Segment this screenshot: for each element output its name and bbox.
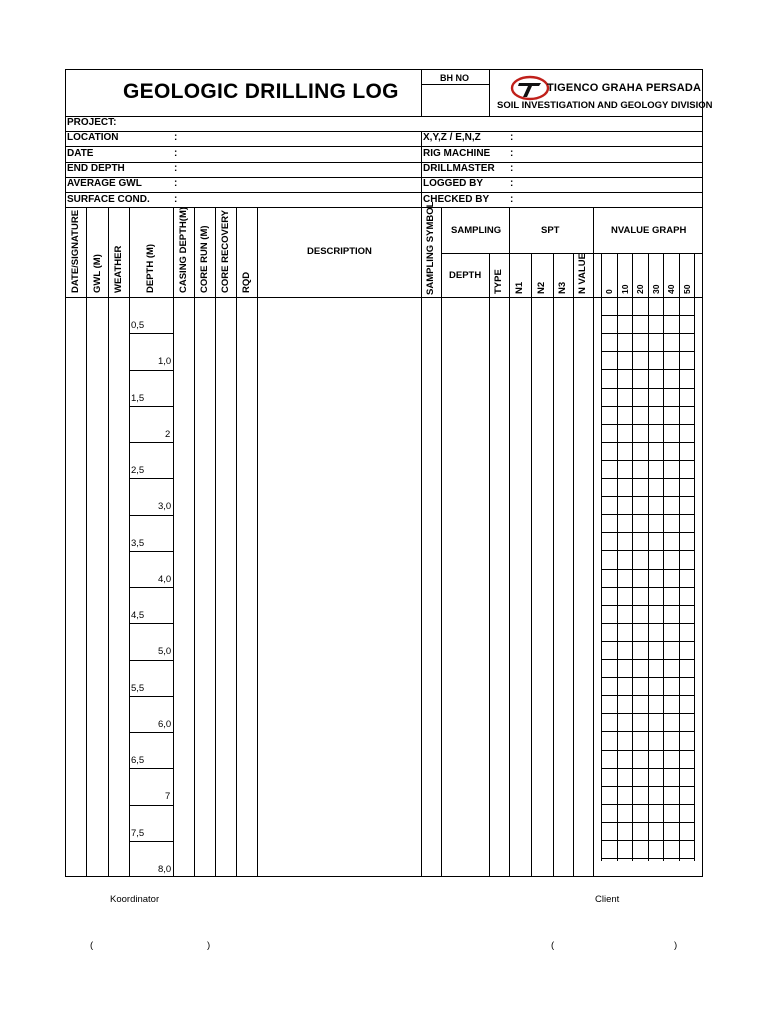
graph-line <box>694 253 695 861</box>
depth-mark: 3,5 <box>131 538 145 549</box>
col-n-value: N VALUE <box>577 253 588 294</box>
column-line <box>129 207 130 877</box>
rig-machine-label: RIG MACHINE <box>423 148 491 159</box>
table-header-line <box>65 297 703 298</box>
col-sampling-symbol: SAMPLING SYMBOL <box>425 201 436 295</box>
row-line <box>65 162 703 163</box>
depth-tick <box>129 587 173 588</box>
graph-row-line <box>601 858 694 859</box>
depth-mark: 5,5 <box>131 683 145 694</box>
depth-mark: 3,0 <box>158 501 172 512</box>
drillmaster-label: DRILLMASTER <box>423 163 495 174</box>
column-line <box>489 253 490 877</box>
col-sampling-depth: DEPTH <box>449 270 482 281</box>
col-description: DESCRIPTION <box>307 246 372 257</box>
average-gwl-label: AVERAGE GWL <box>67 178 142 189</box>
column-line <box>236 207 237 877</box>
bh-no-label: BH NO <box>440 73 469 83</box>
depth-tick <box>129 551 173 552</box>
checked-by-label: CHECKED BY <box>423 194 490 205</box>
col-casing-depth: CASING DEPTH(M) <box>178 206 189 293</box>
graph-row-line <box>601 750 694 751</box>
graph-line <box>648 253 649 861</box>
depth-tick <box>129 406 173 407</box>
col-n1: N1 <box>514 281 525 294</box>
end-depth-sep: : <box>174 163 178 174</box>
client-signature-open: ( <box>551 940 555 951</box>
graph-row-line <box>601 514 694 515</box>
drilling-log-form <box>65 69 703 877</box>
graph-row-line <box>601 369 694 370</box>
koordinator-signature-close: ) <box>207 940 211 951</box>
graph-row-line <box>601 351 694 352</box>
client-label: Client <box>595 894 620 905</box>
location-label: LOCATION <box>67 132 119 143</box>
checked-by-sep: : <box>510 194 514 205</box>
project-label: PROJECT: <box>67 117 117 128</box>
info-divider <box>421 131 422 207</box>
graph-tick: 0 <box>604 289 614 294</box>
rig-machine-sep: : <box>510 148 514 159</box>
graph-row-line <box>601 713 694 714</box>
client-signature-close: ) <box>674 940 678 951</box>
graph-tick: 10 <box>620 284 630 294</box>
xyz-label: X,Y,Z / E,N,Z <box>423 132 481 143</box>
graph-row-line <box>601 442 694 443</box>
depth-mark: 6,0 <box>158 719 172 730</box>
surface-cond-sep: : <box>174 194 178 205</box>
graph-row-line <box>601 605 694 606</box>
depth-mark: 8,0 <box>158 864 172 875</box>
graph-row-line <box>601 731 694 732</box>
header-divider <box>489 69 490 116</box>
graph-row-line <box>601 659 694 660</box>
depth-mark: 4,0 <box>158 574 172 585</box>
graph-row-line <box>601 840 694 841</box>
depth-tick <box>129 515 173 516</box>
graph-row-line <box>601 550 694 551</box>
company-logo-icon <box>510 75 550 101</box>
column-line <box>531 253 532 877</box>
col-rqd: RQD <box>241 271 252 293</box>
xyz-sep: : <box>510 132 514 143</box>
col-spt: SPT <box>541 225 560 236</box>
depth-tick <box>129 333 173 334</box>
depth-mark: 2 <box>165 429 171 440</box>
graph-row-line <box>601 333 694 334</box>
location-sep: : <box>174 132 178 143</box>
col-n3: N3 <box>557 281 568 294</box>
row-line <box>65 116 703 117</box>
graph-tick: 30 <box>651 284 661 294</box>
depth-tick <box>129 623 173 624</box>
average-gwl-sep: : <box>174 178 178 189</box>
graph-tick: 20 <box>635 284 645 294</box>
depth-tick <box>129 841 173 842</box>
depth-mark: 1,5 <box>131 393 145 404</box>
subheader-line <box>441 253 703 254</box>
graph-line <box>679 253 680 861</box>
column-line <box>553 253 554 877</box>
row-line <box>65 131 703 132</box>
division-name: SOIL INVESTIGATION AND GEOLOGY DIVISION <box>497 100 713 111</box>
col-weather: WEATHER <box>113 245 124 293</box>
depth-mark: 0,5 <box>131 320 145 331</box>
koordinator-label: Koordinator <box>110 894 160 905</box>
date-sep: : <box>174 148 178 159</box>
graph-tick: 50 <box>682 284 692 294</box>
depth-mark: 7,5 <box>131 828 145 839</box>
graph-row-line <box>601 496 694 497</box>
col-n2: N2 <box>536 281 547 294</box>
row-line <box>65 207 703 208</box>
page-title: GEOLOGIC DRILLING LOG <box>123 80 399 103</box>
logged-by-label: LOGGED BY <box>423 178 484 189</box>
drillmaster-sep: : <box>510 163 514 174</box>
depth-mark: 1,0 <box>158 356 172 367</box>
end-depth-label: END DEPTH <box>67 163 125 174</box>
graph-row-line <box>601 478 694 479</box>
depth-mark: 4,5 <box>131 610 145 621</box>
column-line <box>257 207 258 877</box>
col-depth: DEPTH (M) <box>145 243 156 293</box>
graph-tick: 40 <box>666 284 676 294</box>
graph-row-line <box>601 822 694 823</box>
column-line <box>108 207 109 877</box>
graph-row-line <box>601 641 694 642</box>
graph-line <box>632 253 633 861</box>
depth-tick <box>129 478 173 479</box>
column-line <box>573 253 574 877</box>
column-line <box>215 207 216 877</box>
depth-tick <box>129 442 173 443</box>
column-line <box>593 207 594 877</box>
col-core-run: CORE RUN (M) <box>199 225 210 293</box>
depth-mark: 6,5 <box>131 755 145 766</box>
col-core-recovery: CORE RECOVERY <box>220 209 231 293</box>
koordinator-signature-field[interactable] <box>98 936 204 954</box>
logged-by-sep: : <box>510 178 514 189</box>
depth-mark: 5,0 <box>158 646 172 657</box>
graph-row-line <box>601 460 694 461</box>
row-line <box>65 146 703 147</box>
graph-line <box>601 253 602 861</box>
col-type: TYPE <box>493 269 504 294</box>
graph-row-line <box>601 424 694 425</box>
graph-row-line <box>601 569 694 570</box>
graph-row-line <box>601 532 694 533</box>
graph-line <box>663 253 664 861</box>
graph-row-line <box>601 406 694 407</box>
column-line <box>421 207 422 877</box>
column-line <box>194 207 195 877</box>
depth-mark: 7 <box>165 791 171 802</box>
col-nvalue-graph: NVALUE GRAPH <box>611 225 687 236</box>
depth-tick <box>129 805 173 806</box>
col-date-signature: DATE/SIGNATURE <box>70 209 81 293</box>
depth-tick <box>129 370 173 371</box>
row-line <box>65 177 703 178</box>
depth-mark: 2,5 <box>131 465 145 476</box>
graph-row-line <box>601 677 694 678</box>
column-line <box>86 207 87 877</box>
column-line <box>441 207 442 877</box>
graph-row-line <box>601 315 694 316</box>
graph-row-line <box>601 623 694 624</box>
date-label: DATE <box>67 148 94 159</box>
col-sampling: SAMPLING <box>451 225 502 236</box>
column-line <box>173 207 174 877</box>
koordinator-signature-open: ( <box>90 940 94 951</box>
depth-tick <box>129 768 173 769</box>
client-signature-field[interactable] <box>559 936 671 954</box>
graph-line <box>617 253 618 861</box>
surface-cond-label: SURFACE COND. <box>67 194 150 205</box>
graph-row-line <box>601 768 694 769</box>
company-name: TIGENCO GRAHA PERSADA <box>547 82 702 94</box>
col-gwl: GWL (M) <box>92 254 103 293</box>
depth-tick <box>129 732 173 733</box>
row-line <box>65 192 703 193</box>
depth-tick <box>129 696 173 697</box>
column-line <box>509 207 510 877</box>
graph-row-line <box>601 695 694 696</box>
graph-row-line <box>601 388 694 389</box>
depth-tick <box>129 660 173 661</box>
graph-row-line <box>601 804 694 805</box>
bh-no-field[interactable] <box>422 85 488 115</box>
graph-row-line <box>601 587 694 588</box>
graph-row-line <box>601 786 694 787</box>
